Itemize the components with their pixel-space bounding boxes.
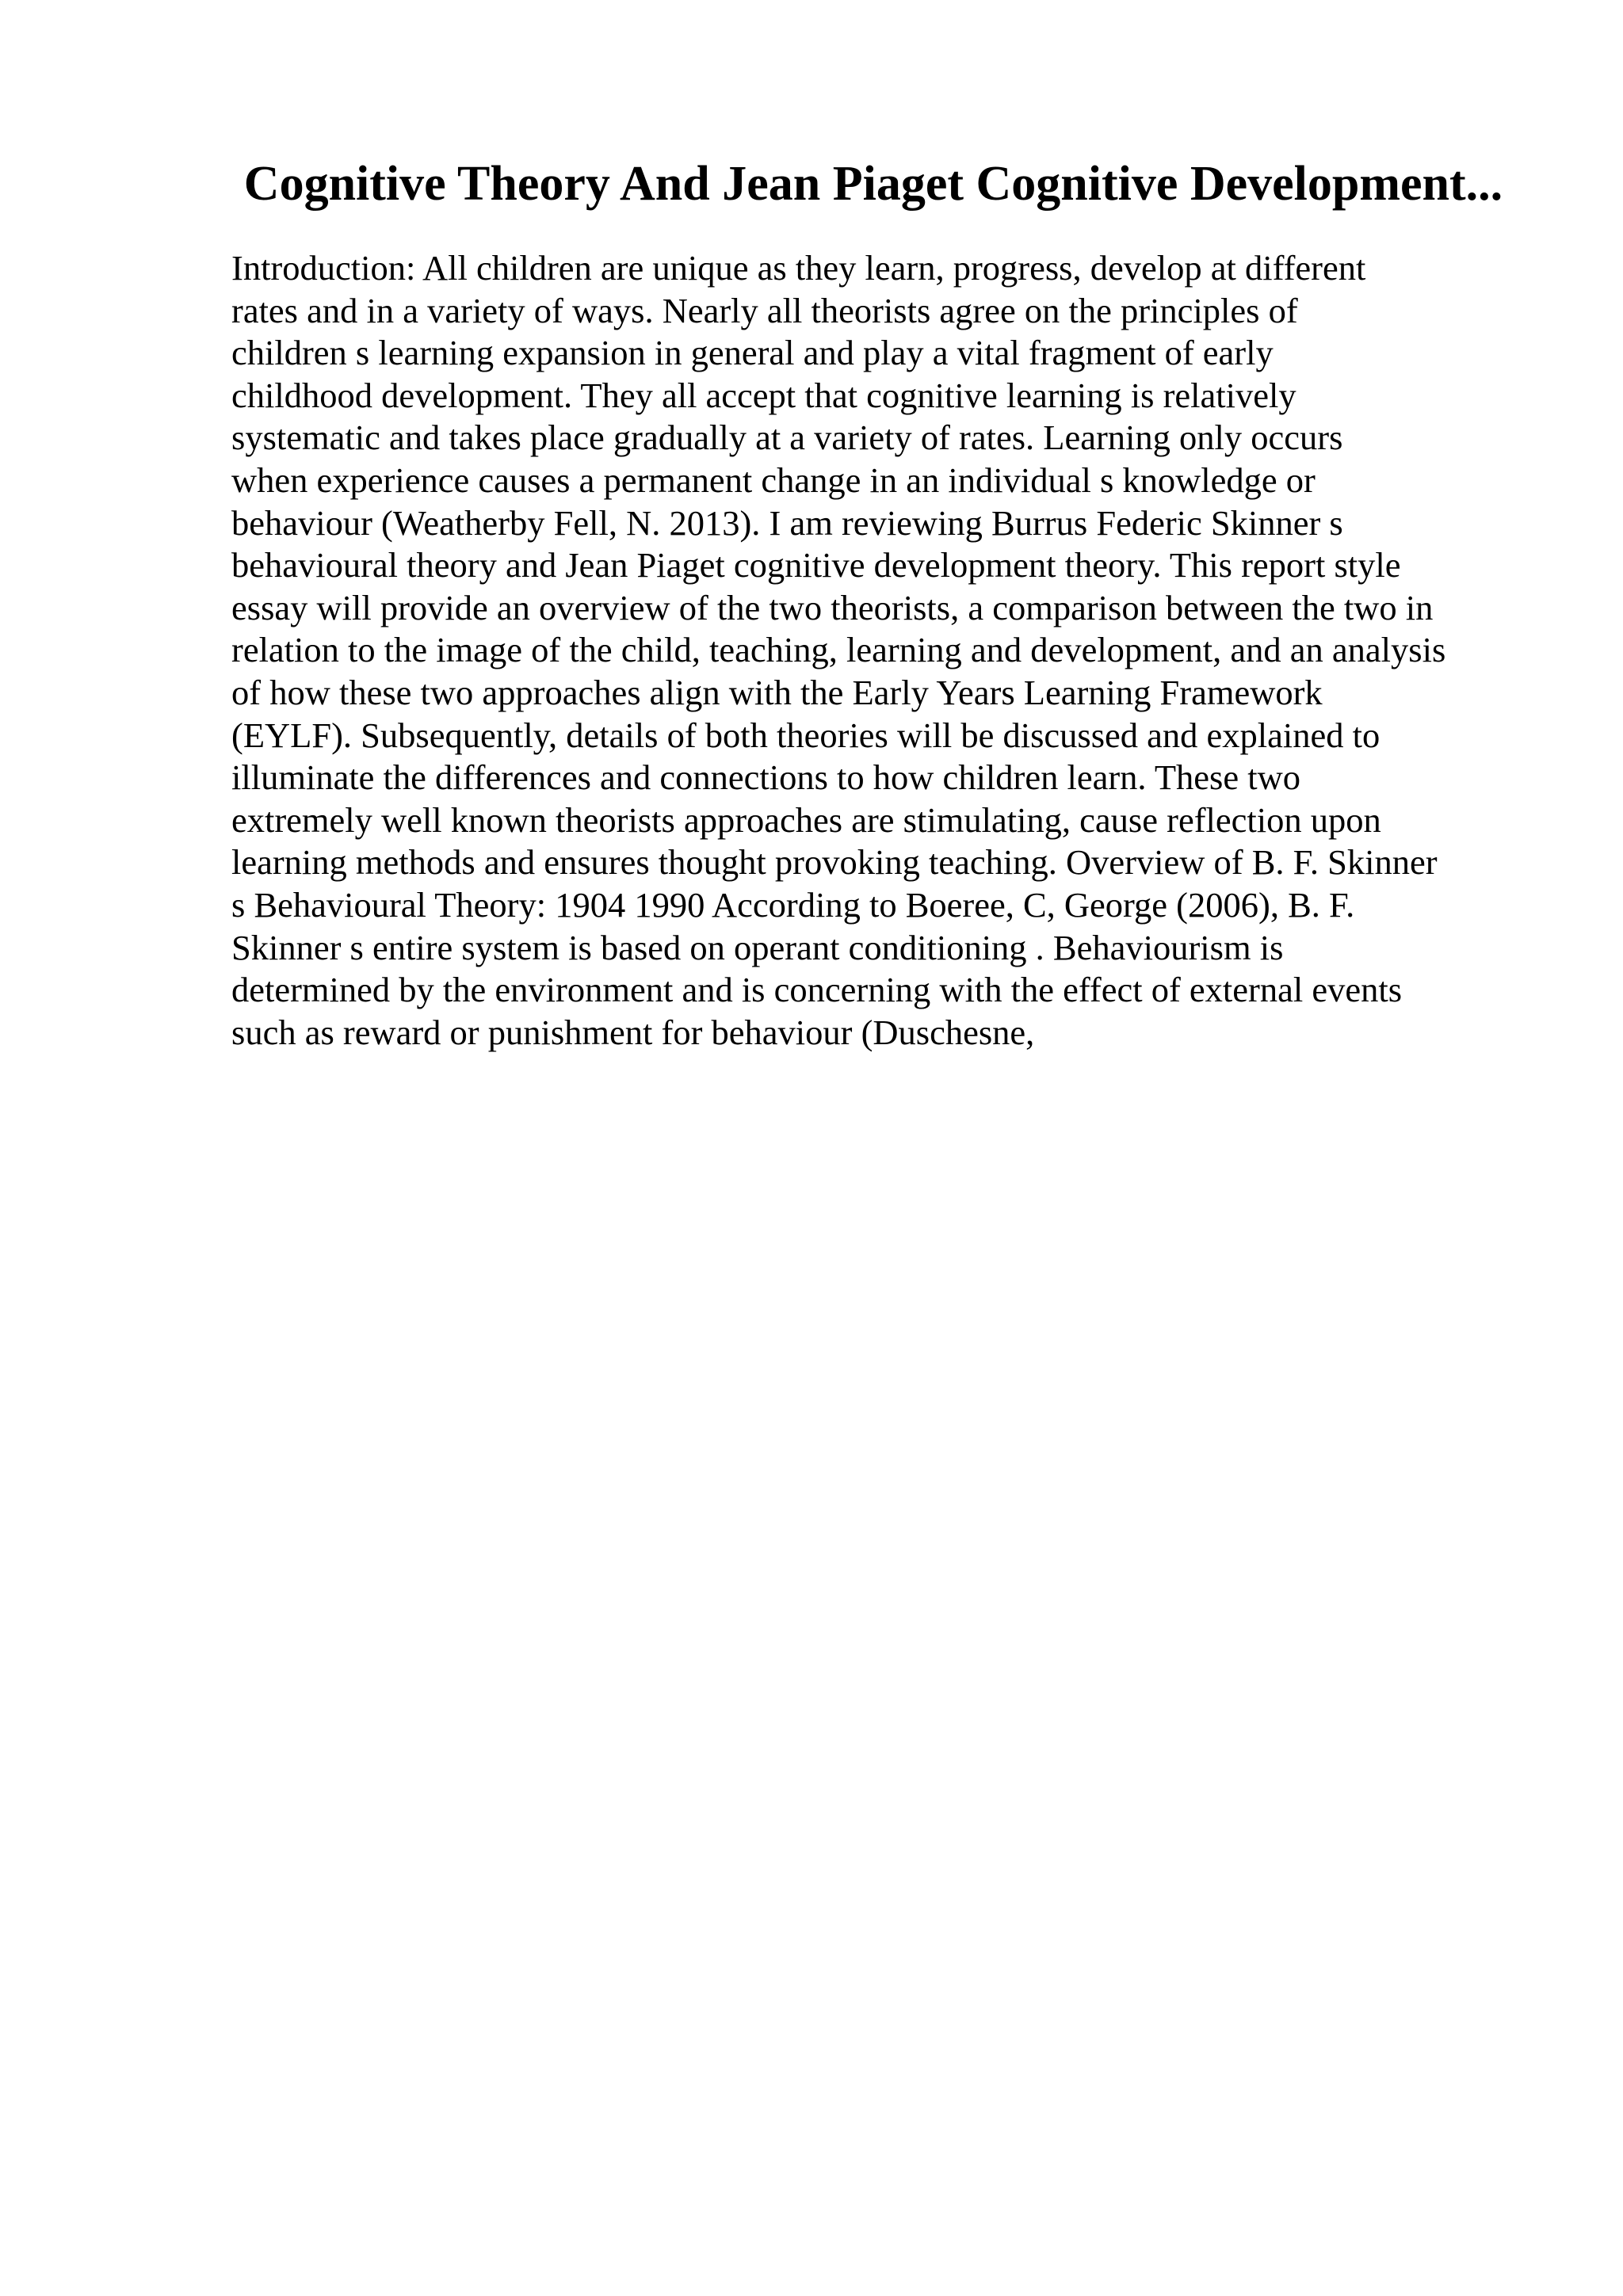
body-line: behavioural theory and Jean Piaget cognitive development theory. This report style: [231, 545, 1401, 585]
body-line: rates and in a variety of ways. Nearly all theorists agree on the principles of: [231, 290, 1298, 330]
body-line: relation to the image of the child, teaching, learning and development, and an analysis: [231, 630, 1446, 670]
body-line: s Behavioural Theory: 1904 1990 According to Boeree, C, George (2006), B. F.: [231, 884, 1355, 925]
body-line: learning methods and ensures thought provoking teaching. Overview of B. F. Skinner: [231, 842, 1438, 883]
body-line: (EYLF). Subsequently, details of both theories will be discussed and explained to: [231, 715, 1381, 755]
document-title: Cognitive Theory And Jean Piaget Cognitive Development...: [243, 157, 1503, 211]
body-line: when experience causes a permanent change in an individual s knowledge or: [231, 460, 1316, 500]
body-line: illuminate the differences and connections to how children learn. These two: [231, 757, 1300, 798]
body-line: Skinner s entire system is based on operant conditioning . Behaviourism is: [231, 927, 1284, 967]
body-line: essay will provide an overview of the two theorists, a comparison between the two in: [231, 587, 1434, 627]
body-line: systematic and takes place gradually at a variety of rates. Learning only occurs: [231, 418, 1343, 458]
body-line: extremely well known theorists approaches are stimulating, cause reflection upon: [231, 799, 1381, 840]
body-line: children s learning expansion in general and play a vital fragment of early: [231, 333, 1274, 373]
body-line: behaviour (Weatherby Fell, N. 2013). I am reviewing Burrus Federic Skinner s: [231, 502, 1343, 543]
body-line: of how these two approaches align with the Early Years Learning Framework: [231, 672, 1323, 712]
body-line: determined by the environment and is concerning with the effect of external events: [231, 970, 1403, 1010]
body-line: Introduction: All children are unique as they learn, progress, develop at different: [231, 248, 1366, 288]
document-body: [231, 247, 1531, 1054]
body-line: childhood development. They all accept that cognitive learning is relatively: [231, 375, 1296, 415]
body-line: such as reward or punishment for behaviour (Duschesne,: [231, 1012, 1035, 1052]
